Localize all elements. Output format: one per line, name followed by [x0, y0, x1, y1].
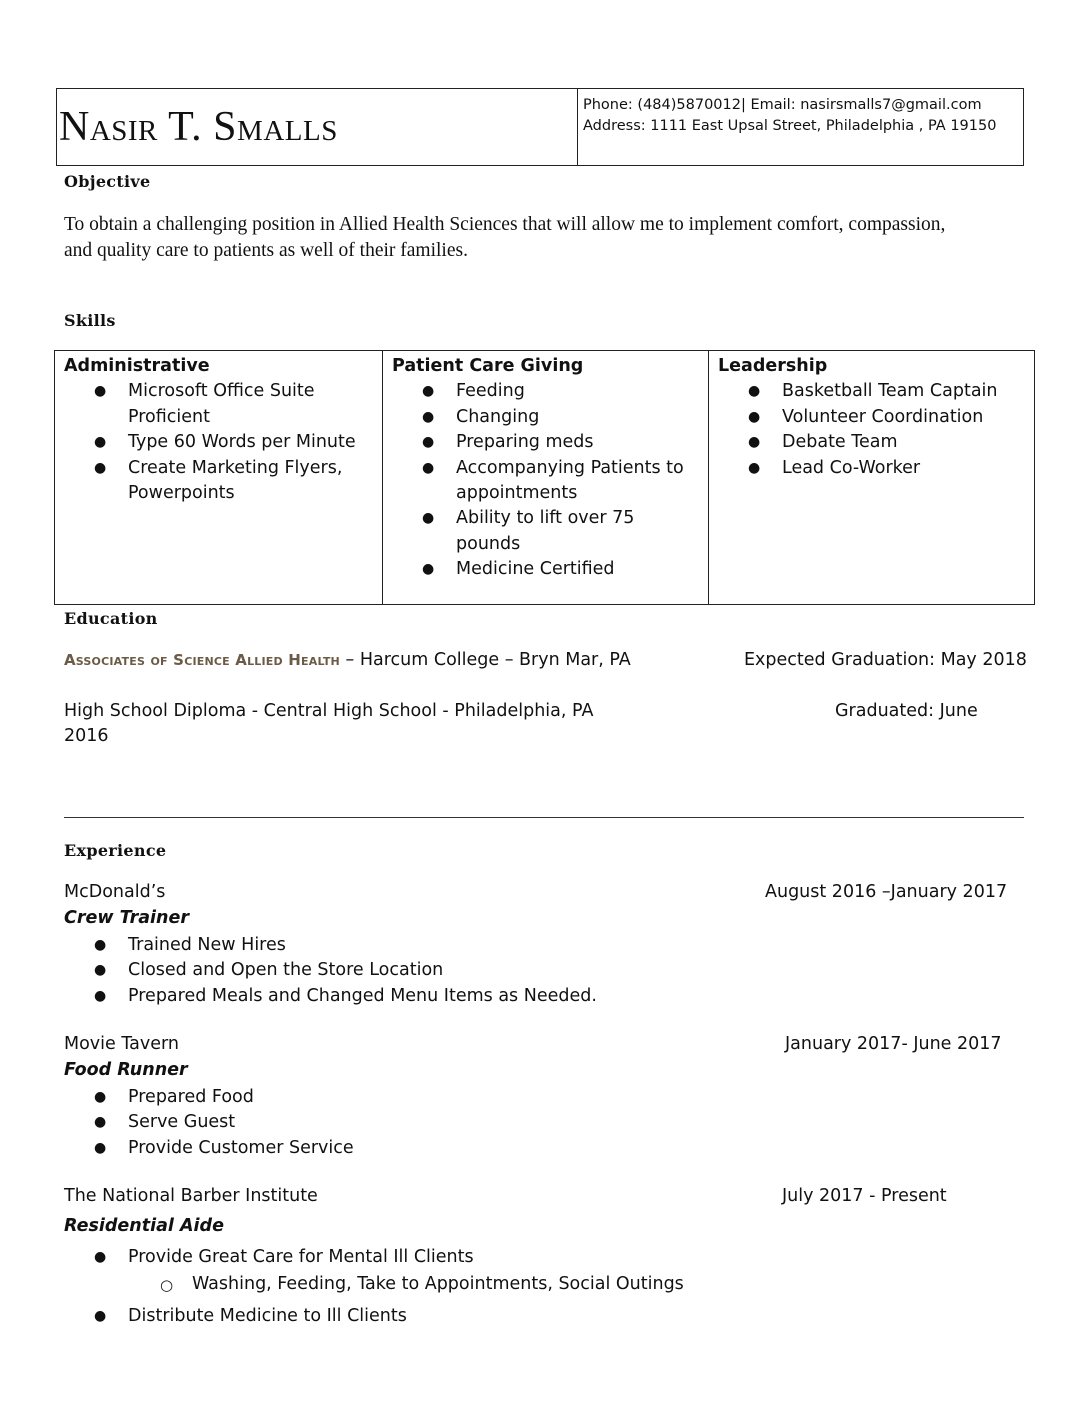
- list-item: ● Debate Team: [718, 430, 1034, 455]
- education-date-1: Expected Graduation: May 2018: [744, 650, 1027, 670]
- job-dates: January 2017- June 2017: [785, 1034, 1002, 1054]
- skills-column-patient-care: [382, 351, 708, 604]
- skills-table: [54, 350, 1035, 605]
- skills-column-heading: Leadership: [718, 356, 828, 376]
- education-entry-2: High School Diploma - Central High School - Philadelphia, PA: [64, 701, 594, 721]
- list-item: ● Basketball Team Captain: [718, 379, 1034, 404]
- experience-heading: Experience: [64, 841, 167, 860]
- skills-column-heading: Administrative: [64, 356, 210, 376]
- list-item: ● Closed and Open the Store Location: [64, 958, 597, 983]
- list-item: ● Prepared Meals and Changed Menu Items as Needed.: [64, 984, 597, 1009]
- sub-duty: Washing, Feeding, Take to Appointments, Social Outings: [192, 1274, 684, 1294]
- resume-header: [56, 88, 1024, 166]
- list-item: ● Ability to lift over 75 pounds: [392, 506, 708, 557]
- list-item: ● Feeding: [392, 379, 708, 404]
- circle-bullet-icon: ○: [160, 1276, 174, 1294]
- list-item: ● Changing: [392, 405, 708, 430]
- skills-list: [64, 379, 382, 506]
- education-year-2: 2016: [64, 726, 109, 746]
- list-item: ● Create Marketing Flyers, Powerpoints: [64, 456, 382, 507]
- list-item: ● Provide Customer Service: [64, 1136, 354, 1161]
- contact-address: Address: 1111 East Upsal Street, Philadelphia , PA 19150: [583, 118, 997, 134]
- contact-cell: [578, 89, 1023, 165]
- contact-phone-email: Phone: (484)5870012| Email: nasirsmalls7@gmail.com: [583, 97, 982, 113]
- duty-list: [64, 1085, 354, 1161]
- name-cell: [57, 89, 578, 165]
- employer-name: McDonald’s: [64, 882, 166, 902]
- list-item: ● Type 60 Words per Minute: [64, 430, 382, 455]
- list-item: ● Distribute Medicine to Ill Clients: [64, 1304, 407, 1329]
- duty-list: [64, 1304, 407, 1329]
- list-item: ● Lead Co-Worker: [718, 456, 1034, 481]
- college-name: – Harcum College – Bryn Mar, PA: [339, 650, 631, 670]
- section-divider: [64, 817, 1024, 818]
- duty-list: [64, 1245, 474, 1270]
- list-item: ● Microsoft Office Suite Proficient: [64, 379, 382, 430]
- list-item: ● Accompanying Patients to appointments: [392, 456, 708, 507]
- list-item: ● Provide Great Care for Mental Ill Clients: [64, 1245, 474, 1270]
- job-role: Food Runner: [64, 1060, 188, 1080]
- skills-column-heading: Patient Care Giving: [392, 356, 584, 376]
- employer-name: The National Barber Institute: [64, 1186, 318, 1206]
- list-item: ● Medicine Certified: [392, 557, 708, 582]
- list-item: ● Preparing meds: [392, 430, 708, 455]
- list-item: ● Serve Guest: [64, 1110, 354, 1135]
- education-entry-1: [64, 650, 631, 670]
- education-date-2: Graduated: June: [835, 701, 978, 721]
- objective-text: To obtain a challenging position in Allied Health Sciences that will allow me to implement comfort, compassion, and quality care to patients as well of their families.: [64, 214, 946, 261]
- skills-column-leadership: [708, 351, 1034, 604]
- applicant-name: Nasir T. Smalls: [59, 104, 338, 150]
- list-item: ● Volunteer Coordination: [718, 405, 1034, 430]
- objective-heading: Objective: [64, 172, 151, 191]
- degree-title: Associates of Science Allied Health: [64, 651, 340, 669]
- job-dates: July 2017 - Present: [782, 1186, 947, 1206]
- list-item: ● Trained New Hires: [64, 933, 597, 958]
- job-role: Crew Trainer: [64, 908, 190, 928]
- employer-name: Movie Tavern: [64, 1034, 179, 1054]
- skills-heading: Skills: [64, 311, 116, 330]
- skills-column-administrative: [55, 351, 382, 604]
- education-heading: Education: [64, 609, 158, 628]
- duty-list: [64, 933, 597, 1009]
- job-role: Residential Aide: [64, 1216, 224, 1236]
- skills-list: [718, 379, 1034, 481]
- skills-list: [392, 379, 708, 582]
- list-item: ● Prepared Food: [64, 1085, 354, 1110]
- job-dates: August 2016 –January 2017: [765, 882, 1008, 902]
